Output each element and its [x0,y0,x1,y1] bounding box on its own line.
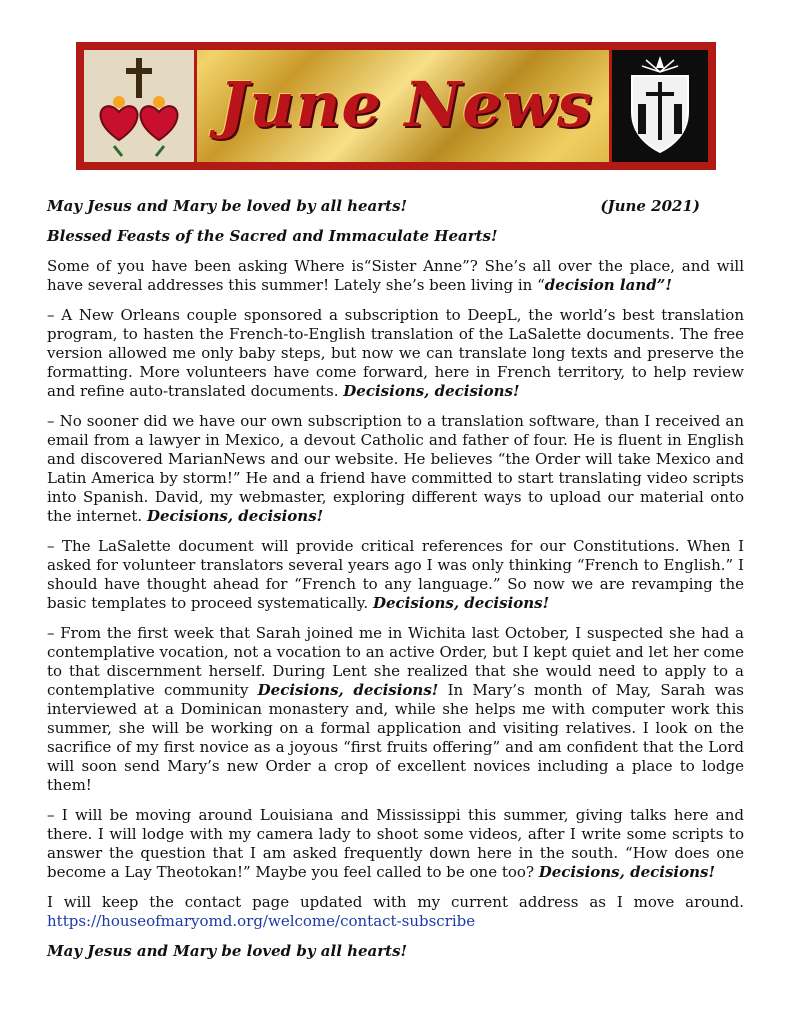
paragraph-7 [47,893,744,931]
paragraph-5 [47,624,744,795]
paragraph-4-text: – The LaSalette document will provide critical references for our Constitutions. When I asked for volunteer translators several years ago I was only thinking “French to English.” I should have thought ahead for “French to any language.” So now we are revamping the basic templates to proceed systematically. [47,537,744,612]
paragraph-1-text: Some of you have been asking Where is“Sister Anne”? She’s all over the place, and will have several addresses this summer! Lately she’s been living in “ [47,257,744,294]
crest-icon [612,50,708,162]
paragraph-5-text: – From the first week that Sarah joined me in Wichita last October, I suspected she had a contemplative vocation, not a vocation to an active Order, but I kept quiet and let her come to that discernment herself. During Lent she realized that she would need to apply to a contemplative community [47,624,744,699]
paragraph-3-emphasis: Decisions, decisions! [146,507,324,525]
banner-gold-background [84,50,708,162]
header-line [47,197,744,216]
paragraph-5-text-continued: In Mary’s month of May, Sarah was interviewed at a Dominican monastery and, while she helps me with computer work this summer, she will be working on a formal application and visiting relatives. I look on the sacrifice of my first novice as a joyous “first fruits offering” and am confident that the Lord will soon send Mary’s new Order a crop of excellent novices including a place to lodge them! [47,681,745,794]
paragraph-1-emphasis: decision land”! [544,276,672,294]
salutation: May Jesus and Mary be loved by all hearts! [47,197,408,215]
paragraph-5-emphasis: Decisions, decisions! [257,681,439,699]
paragraph-2 [47,306,744,401]
sacred-hearts-image [84,50,197,162]
newsletter-banner [76,42,716,170]
subtitle: Blessed Feasts of the Sacred and Immaculate Hearts! [47,227,498,245]
sacred-hearts-icon [84,50,194,162]
paragraph-6-text: – I will be moving around Louisiana and Mississippi this summer, giving talks here and there. I will lodge with my camera lady to shoot some videos, after I write some scripts to answer the question that I am asked frequently down here in the south. “How does one become a Lay Theotokan!” Maybe you feel called to be one too? [47,806,744,881]
paragraph-3 [47,412,744,526]
banner-title: June News [219,68,593,141]
letter-body [47,197,744,972]
closing-line: May Jesus and Mary be loved by all hearts! [47,942,408,960]
paragraph-6-emphasis: Decisions, decisions! [538,863,716,881]
contact-subscribe-link[interactable]: https://houseofmaryomd.org/welcome/contact-subscribe [47,912,476,930]
paragraph-1 [47,257,744,295]
paragraph-2-text: – A New Orleans couple sponsored a subscription to DeepL, the world’s best translation program, to hasten the French-to-English translation of the LaSalette documents. The free version allowed me only baby steps, but now we can translate long texts and preserve the formatting. More volunteers have come forward, here in French territory, to help review and refine auto-translated documents. [47,306,744,400]
paragraph-4-emphasis: Decisions, decisions! [372,594,550,612]
crest-image [609,50,708,162]
paragraph-3-text: – No sooner did we have our own subscription to a translation software, than I received an email from a lawyer in Mexico, a devout Catholic and father of four. He is fluent in English and discovered MarianNews and our website. He believes “the Order will take Mexico and Latin America by storm!” He and a friend have committed to start translating video scripts into Spanish. David, my webmaster, exploring different ways to upload our material onto the internet. [47,412,744,525]
paragraph-2-emphasis: Decisions, decisions! [343,382,520,400]
paragraph-4 [47,537,744,613]
paragraph-7-text: I will keep the contact page updated with my current address as I move around. [47,893,744,911]
issue-date: (June 2021) [600,197,700,215]
paragraph-6 [47,806,744,882]
